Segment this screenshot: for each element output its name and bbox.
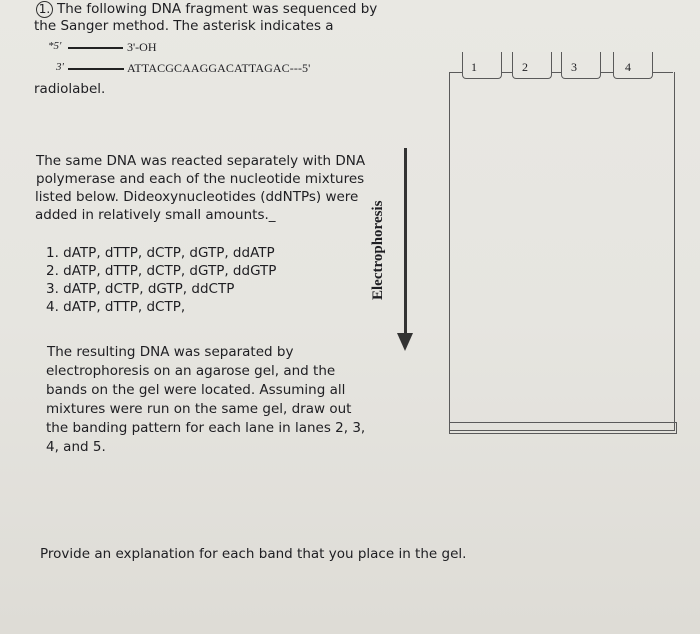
paragraph3-line3: bands on the gel were located. Assuming all (46, 382, 346, 398)
gel-well-3 (561, 52, 601, 79)
radiolabel-text: radiolabel. (34, 81, 106, 97)
paragraph2-line2: polymerase and each of the nucleotide mixtures (36, 171, 365, 187)
paragraph3-line6: 4, and 5. (46, 439, 106, 455)
mixture-1: 1. dATP, dTTP, dCTP, dGTP, ddATP (46, 245, 275, 261)
lane-label-2: 2 (522, 60, 528, 74)
paragraph3-line5: the banding pattern for each lane in lanes 2, 3, (46, 420, 366, 436)
question-number: 1. (36, 1, 53, 18)
paragraph2-line3: listed below. Dideoxynucleotides (ddNTPs) were (35, 189, 359, 205)
dna-top-strand (68, 47, 123, 49)
intro-text-1: The following DNA fragment was sequenced by (57, 1, 378, 17)
lane-label-1: 1 (471, 60, 477, 74)
paragraph2-line4: added in relatively small amounts._ (35, 207, 276, 223)
gel-well-2 (512, 52, 552, 79)
lane-label-4: 4 (625, 60, 631, 74)
gel-body (449, 72, 675, 431)
lane-label-3: 3 (571, 60, 577, 74)
mixture-3: 3. dATP, dCTP, dGTP, ddCTP (46, 281, 235, 297)
dna-bottom-sequence: ATTACGCAAGGACATTAGAC---5' (127, 61, 311, 75)
electrophoresis-arrow-shaft (404, 148, 407, 338)
mixture-4: 4. dATP, dTTP, dCTP, (46, 299, 186, 315)
dna-top-3prime: 3'-OH (127, 40, 157, 54)
mixture-2: 2. dATP, dTTP, dCTP, dGTP, ddGTP (46, 263, 277, 279)
closing-instruction: Provide an explanation for each band that you place in the gel. (40, 546, 467, 562)
dna-bottom-3prime: 3' (56, 61, 64, 73)
paragraph3-line2: electrophoresis on an agarose gel, and the (46, 363, 336, 379)
paragraph2-line1: The same DNA was reacted separately with DNA (36, 153, 366, 169)
arrow-down-icon (397, 333, 413, 351)
dna-bottom-strand (68, 68, 124, 70)
electrophoresis-label: Electrophoresis (370, 200, 386, 300)
paragraph3-line4: mixtures were run on the same gel, draw out (46, 401, 352, 417)
dna-top-5prime: *5' (48, 40, 62, 52)
paragraph3-line1: The resulting DNA was separated by (47, 344, 294, 360)
question-intro-line2: the Sanger method. The asterisk indicates a (34, 18, 334, 34)
gel-bottom-edge (449, 422, 677, 434)
